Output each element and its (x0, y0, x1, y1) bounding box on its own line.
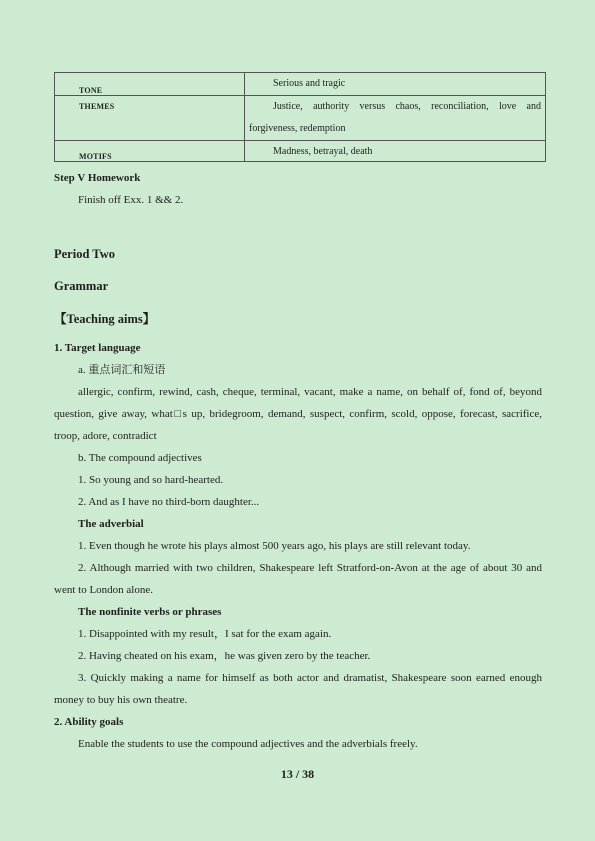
nonfinite-heading: The nonfinite verbs or phrases (78, 606, 222, 618)
table-label-text: THEMES (79, 102, 115, 111)
table-row (55, 73, 546, 96)
table-row (55, 96, 546, 141)
teaching-aims-heading: 【Teaching aims】 (54, 312, 156, 326)
page-number: 13 / 38 (280, 767, 315, 781)
adverbial-example: 1. Even though he wrote his plays almost 500 years ago, his plays are still relevant today. (78, 540, 471, 552)
ability-goals-heading: 2. Ability goals (54, 716, 124, 728)
step5-heading: Step V Homework (54, 172, 141, 184)
compound-example: 2. And as I have no third-born daughter... (78, 496, 260, 508)
nonfinite-example: 2. Having cheated on his exam，he was given zero by the teacher. (78, 650, 371, 662)
target-language-heading: 1. Target language (54, 342, 141, 354)
compound-label: b. The compound adjectives (78, 452, 202, 464)
vocab-label: a. 重点词汇和短语 (78, 364, 166, 376)
step5-section (54, 167, 542, 211)
table-row (55, 141, 546, 162)
period-heading: Period Two (54, 247, 115, 261)
table-label: TONE (55, 73, 245, 96)
table-value: Justice, authority versus chaos, reconciliation, love and forgiveness, redemption (245, 96, 546, 141)
compound-example: 1. So young and so hard-hearted. (78, 474, 224, 486)
table-value: Serious and tragic (245, 73, 546, 96)
nonfinite-example: 1. Disappointed with my result，I sat for the exam again. (78, 628, 332, 640)
target-language-section (54, 337, 542, 755)
table-label: MOTIFS (55, 141, 245, 162)
adverbial-heading: The adverbial (78, 518, 144, 530)
ability-goals-text: Enable the students to use the compound adjectives and the adverbials freely. (78, 738, 418, 750)
vocab-list: allergic, confirm, rewind, cash, cheque, terminal, vacant, make a name, on behalf of, fond of, beyond question, give away, what□s up, bridegroom, demand, suspect, confirm, scold, oppose, forecast, sacrifice, troop, adore, contradict (54, 386, 542, 442)
nonfinite-example: 3. Quickly making a name for himself as both actor and dramatist, Shakespeare soon earned enough money to buy his own theatre. (54, 672, 542, 706)
grammar-heading: Grammar (54, 279, 109, 293)
table-label (55, 96, 245, 141)
adverbial-example: 2. Although married with two children, Shakespeare left Stratford-on-Avon at the age of about 30 and went to London alone. (54, 562, 542, 596)
table-value: Madness, betrayal, death (245, 141, 546, 162)
step5-text: Finish off Exx. 1 && 2. (78, 194, 184, 206)
literary-elements-table (54, 72, 546, 162)
